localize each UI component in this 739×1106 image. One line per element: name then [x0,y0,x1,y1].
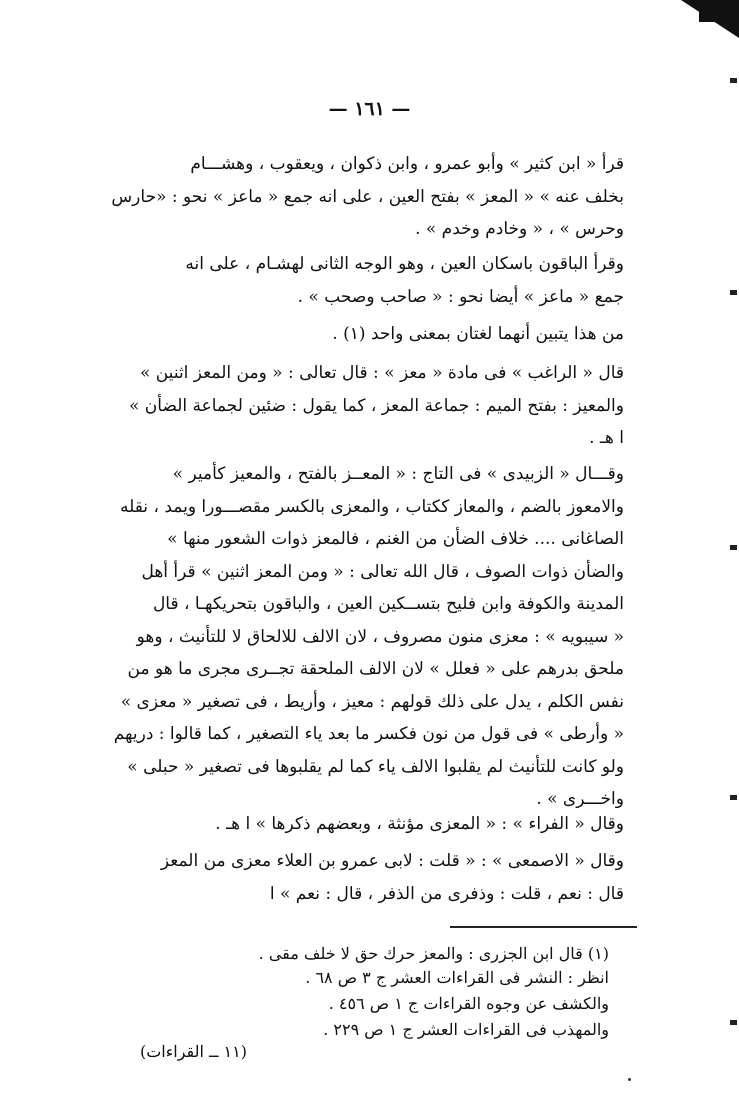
footnote-line: انظر : النشر فى القراءات العشر ج ٣ ص ٦٨ . [305,968,609,987]
scan-speck [628,1078,631,1081]
paragraph-line: ا هـ . [589,428,624,448]
scan-edge-mark [730,78,737,83]
footnote-separator [450,926,637,928]
paragraph-line: والضأن ذوات الصوف ، قال الله تعالى : « ومن المعز اثنين » قرأ أهل [141,561,624,582]
paragraph-line: قرأ « ابن كثير » وأبو عمرو ، وابن ذكوان ، ويعقوب ، وهشـــام [190,154,624,174]
scan-corner-block [699,0,739,22]
paragraph-line: نفس الكلم ، يدل على ذلك قولهم : معيز ، وأريط ، فى تصغير « معزى » [120,691,624,712]
paragraph-line: « وأرطى » فى قول من نون فكسر ما بعد ياء التصغير ، كما قالوا : دريهم [113,724,624,744]
paragraph-line: واخـــرى » . [536,789,624,809]
scan-edge-mark [730,1020,737,1025]
paragraph-line: ولو كانت للتأنيث لم يقلبوا الالف ياء كما لم يقلبوها فى تصغير « حبلى » [127,756,624,777]
scan-edge-mark [730,545,737,550]
paragraph-line: وقال « الاصمعى » : « قلت : لابى عمرو بن العلاء معزى من المعز [160,851,624,871]
footnote-line: والكشف عن وجوه القراءات ج ١ ص ٤٥٦ . [328,994,609,1013]
scan-edge-mark [730,795,737,800]
scan-edge-mark [730,290,737,295]
paragraph-line: جمع « ماعز » أيضا نحو : « صاحب وصحب » . [297,286,624,307]
paragraph-line: وحرس » ، « وخادم وخدم » . [415,219,624,239]
paragraph-line: بخلف عنه » « المعز » بفتح العين ، على انه جمع « ماعز » نحو : «حارس [111,186,624,207]
page-number: — ١٦١ — [328,98,411,120]
paragraph-line: الصاغانى .... خلاف الضأن من الغنم ، فالمعز ذوات الشعور منها » [167,529,624,549]
footnote-line: (١) قال ابن الجزرى : والمعز حرك حق لا خلف مقى . [258,944,609,963]
footnote-line: والمهذب فى القراءات العشر ج ١ ص ٢٢٩ . [323,1020,609,1039]
paragraph-line: « سيبويه » : معزى منون مصروف ، لان الالف للالحاق لا للتأنيث ، وهو [136,626,624,647]
signature-mark: (١١ ــ القراءات) [140,1042,247,1061]
paragraph-line: ملحق بدرهم على « فعلل » لان الالف الملحقة تجــرى مجرى ما هو من [127,659,624,679]
paragraph-line: المدينة والكوفة وابن فليح بتســكين العين ، والباقون بتحريكهـا ، قال [152,594,624,614]
paragraph-line: وقال « الفراء » : « المعزى مؤنثة ، وبعضهم ذكرها » ا هـ . [215,814,624,834]
paragraph-line: وقرأ الباقون باسكان العين ، وهو الوجه الثانى لهشـام ، على انه [185,254,624,274]
paragraph-line: من هذا يتبين أنهما لغتان بمعنى واحد (١) . [332,324,624,344]
paragraph-line: قال : نعم ، قلت : وذفرى من الذفر ، قال : نعم » ا [269,883,624,904]
paragraph-line: والمعيز : بفتح الميم : جماعة المعز ، كما يقول : ضئين لجماعة الضأن » [128,395,624,416]
paragraph-line: قال « الراغب » فى مادة « معز » : قال تعالى : « ومن المعز اثنين » [139,363,624,383]
paragraph-line: والامعوز بالضم ، والمعاز ككتاب ، والمعزى بالكسر مقصـــورا ويمد ، نقله [119,496,624,517]
paragraph-line: وقـــال « الزبيدى » فى التاج : « المعــز بالفتح ، والمعيز كأمير » [172,464,624,484]
